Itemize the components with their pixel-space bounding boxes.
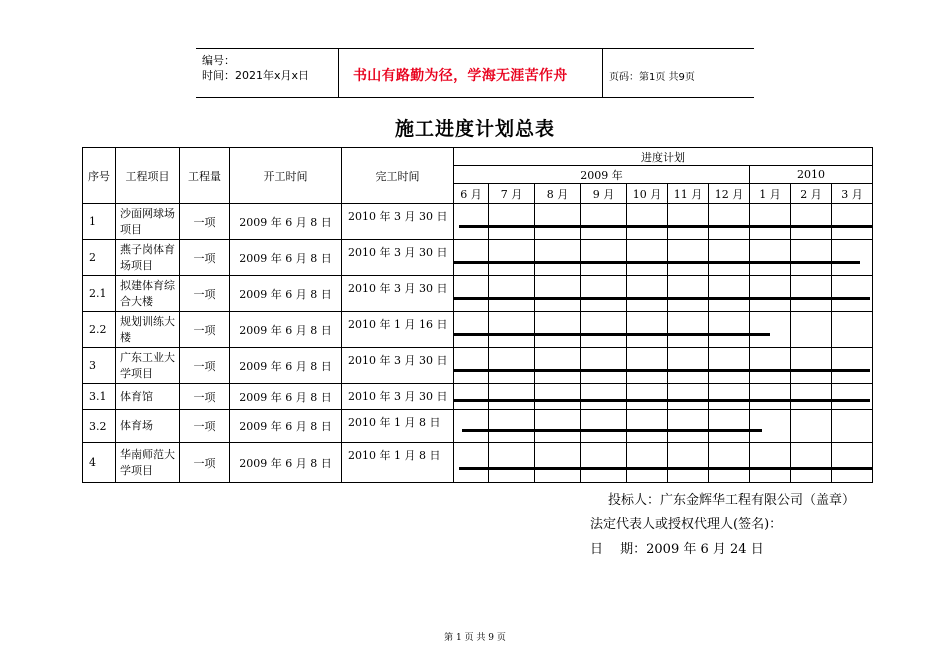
finish-date-cell: 2010 年 1 月 16 日	[342, 312, 454, 348]
seq-cell: 2.1	[83, 276, 116, 312]
month-cell	[627, 443, 668, 483]
month-cell	[581, 443, 627, 483]
table-row	[83, 384, 873, 410]
month-cell	[832, 276, 873, 312]
month-cell	[581, 410, 627, 443]
table-row	[83, 443, 873, 483]
month-cell	[454, 384, 489, 410]
month-cell	[627, 204, 668, 240]
month-header: 2 月	[791, 184, 832, 204]
project-cell: 拟建体育综合大楼	[116, 276, 180, 312]
month-cell	[832, 240, 873, 276]
month-cell	[627, 384, 668, 410]
month-cell	[454, 410, 489, 443]
start-date-cell: 2009 年 6 月 8 日	[230, 204, 342, 240]
month-cell	[750, 443, 791, 483]
month-cell	[832, 312, 873, 348]
month-cell	[454, 312, 489, 348]
month-cell	[791, 276, 832, 312]
month-cell	[454, 276, 489, 312]
quantity-cell: 一项	[180, 312, 230, 348]
month-cell	[750, 276, 791, 312]
month-cell	[709, 240, 750, 276]
start-date-cell: 2009 年 6 月 8 日	[230, 348, 342, 384]
month-cell	[668, 276, 709, 312]
month-cell	[535, 276, 581, 312]
finish-date-cell: 2010 年 1 月 8 日	[342, 410, 454, 443]
month-cell	[832, 204, 873, 240]
quantity-cell: 一项	[180, 348, 230, 384]
quantity-cell: 一项	[180, 384, 230, 410]
month-cell	[709, 410, 750, 443]
month-cell	[668, 204, 709, 240]
month-cell	[709, 204, 750, 240]
seq-cell: 3.1	[83, 384, 116, 410]
month-cell	[581, 276, 627, 312]
finish-date-cell: 2010 年 3 月 30 日	[342, 204, 454, 240]
start-date-cell: 2009 年 6 月 8 日	[230, 443, 342, 483]
header-page-label: 页码：第1页 共9页	[609, 72, 695, 83]
month-cell	[832, 348, 873, 384]
header-quantity: 工程量	[180, 148, 230, 204]
start-date-cell: 2009 年 6 月 8 日	[230, 240, 342, 276]
month-cell	[791, 348, 832, 384]
project-cell: 体育场	[116, 410, 180, 443]
month-header: 9 月	[581, 184, 627, 204]
table-row	[83, 276, 873, 312]
quantity-cell: 一项	[180, 276, 230, 312]
month-cell	[535, 443, 581, 483]
project-cell: 沙面网球场项目	[116, 204, 180, 240]
header-strip	[196, 48, 754, 98]
start-date-cell: 2009 年 6 月 8 日	[230, 410, 342, 443]
table-row	[83, 348, 873, 384]
seq-cell: 3	[83, 348, 116, 384]
seq-cell: 2.2	[83, 312, 116, 348]
project-cell: 体育馆	[116, 384, 180, 410]
month-cell	[709, 348, 750, 384]
month-cell	[709, 384, 750, 410]
page-footer: 第 1 页 共 9 页	[444, 633, 506, 643]
seq-cell: 1	[83, 204, 116, 240]
month-cell	[535, 240, 581, 276]
month-cell	[489, 410, 535, 443]
month-cell	[535, 384, 581, 410]
project-cell: 广东工业大学项目	[116, 348, 180, 384]
month-cell	[709, 276, 750, 312]
gantt-bar	[454, 297, 871, 300]
month-cell	[454, 204, 489, 240]
finish-date-cell: 2010 年 3 月 30 日	[342, 240, 454, 276]
month-cell	[581, 348, 627, 384]
month-cell	[750, 204, 791, 240]
gantt-bar	[454, 399, 871, 402]
month-header: 6 月	[454, 184, 489, 204]
schedule-table	[82, 147, 873, 483]
quantity-cell: 一项	[180, 443, 230, 483]
gantt-bar	[454, 333, 771, 336]
month-cell	[791, 384, 832, 410]
gantt-bar	[454, 369, 871, 372]
page-title: 施工进度计划总表	[394, 118, 555, 140]
header-year-2010: 2010	[750, 166, 873, 184]
quantity-cell: 一项	[180, 410, 230, 443]
month-cell	[709, 443, 750, 483]
month-cell	[535, 348, 581, 384]
month-cell	[627, 312, 668, 348]
project-cell: 规划训练大楼	[116, 312, 180, 348]
gantt-bar	[459, 225, 873, 228]
header-motto: 书山有路勤为径，学海无涯苦作舟	[353, 68, 568, 84]
month-header: 8 月	[535, 184, 581, 204]
month-cell	[750, 348, 791, 384]
month-cell	[489, 240, 535, 276]
month-cell	[750, 384, 791, 410]
table-row	[83, 204, 873, 240]
month-header: 11 月	[668, 184, 709, 204]
bidder-signature: 投标人：广东金辉华工程有限公司（盖章）	[608, 493, 856, 508]
month-cell	[627, 276, 668, 312]
month-cell	[535, 410, 581, 443]
quantity-cell: 一项	[180, 240, 230, 276]
month-cell	[750, 240, 791, 276]
month-cell	[791, 443, 832, 483]
header-seq: 序号	[83, 148, 116, 204]
month-cell	[832, 410, 873, 443]
month-cell	[489, 276, 535, 312]
month-cell	[581, 240, 627, 276]
month-cell	[489, 312, 535, 348]
month-cell	[454, 348, 489, 384]
month-cell	[454, 240, 489, 276]
month-cell	[535, 204, 581, 240]
month-cell	[791, 204, 832, 240]
month-cell	[581, 384, 627, 410]
header-start-date: 开工时间	[230, 148, 342, 204]
start-date-cell: 2009 年 6 月 8 日	[230, 276, 342, 312]
table-row	[83, 410, 873, 443]
gantt-bar	[462, 429, 762, 432]
month-header: 3 月	[832, 184, 873, 204]
month-header: 1 月	[750, 184, 791, 204]
project-cell: 华南师范大学项目	[116, 443, 180, 483]
header-finish-date: 完工时间	[342, 148, 454, 204]
month-cell	[489, 384, 535, 410]
month-cell	[832, 384, 873, 410]
seq-cell: 2	[83, 240, 116, 276]
header-meta-cell	[196, 49, 338, 97]
signature-date: 日 期：2009 年 6 月 24 日	[590, 542, 764, 557]
seq-cell: 3.2	[83, 410, 116, 443]
month-cell	[454, 443, 489, 483]
month-header: 12 月	[709, 184, 750, 204]
project-cell: 燕子岗体育场项目	[116, 240, 180, 276]
quantity-cell: 一项	[180, 204, 230, 240]
month-cell	[750, 410, 791, 443]
month-cell	[791, 312, 832, 348]
document-number-label: 编号：	[202, 54, 235, 67]
finish-date-cell: 2010 年 3 月 30 日	[342, 384, 454, 410]
start-date-cell: 2009 年 6 月 8 日	[230, 312, 342, 348]
table-row	[83, 312, 873, 348]
month-cell	[791, 240, 832, 276]
month-cell	[668, 348, 709, 384]
month-cell	[668, 384, 709, 410]
month-cell	[627, 410, 668, 443]
month-cell	[750, 312, 791, 348]
representative-signature: 法定代表人或授权代理人(签名)：	[590, 517, 783, 532]
document-time-label: 时间：2021年x月x日	[202, 69, 310, 82]
header-schedule: 进度计划	[454, 148, 873, 166]
month-cell	[489, 443, 535, 483]
month-cell	[489, 204, 535, 240]
month-cell	[791, 410, 832, 443]
month-cell	[627, 348, 668, 384]
month-cell	[535, 312, 581, 348]
header-project: 工程项目	[116, 148, 180, 204]
table-row	[83, 240, 873, 276]
month-header: 7 月	[489, 184, 535, 204]
start-date-cell: 2009 年 6 月 8 日	[230, 384, 342, 410]
month-cell	[832, 443, 873, 483]
month-cell	[581, 204, 627, 240]
month-cell	[581, 312, 627, 348]
finish-date-cell: 2010 年 1 月 8 日	[342, 443, 454, 483]
month-cell	[668, 410, 709, 443]
header-page-cell	[602, 49, 755, 97]
month-cell	[489, 348, 535, 384]
gantt-bar	[454, 261, 861, 264]
month-cell	[668, 312, 709, 348]
month-cell	[668, 240, 709, 276]
finish-date-cell: 2010 年 3 月 30 日	[342, 276, 454, 312]
month-header: 10 月	[627, 184, 668, 204]
header-year-2009: 2009 年	[454, 166, 750, 184]
gantt-bar	[459, 467, 873, 470]
seq-cell: 4	[83, 443, 116, 483]
finish-date-cell: 2010 年 3 月 30 日	[342, 348, 454, 384]
month-cell	[627, 240, 668, 276]
month-cell	[668, 443, 709, 483]
month-cell	[709, 312, 750, 348]
